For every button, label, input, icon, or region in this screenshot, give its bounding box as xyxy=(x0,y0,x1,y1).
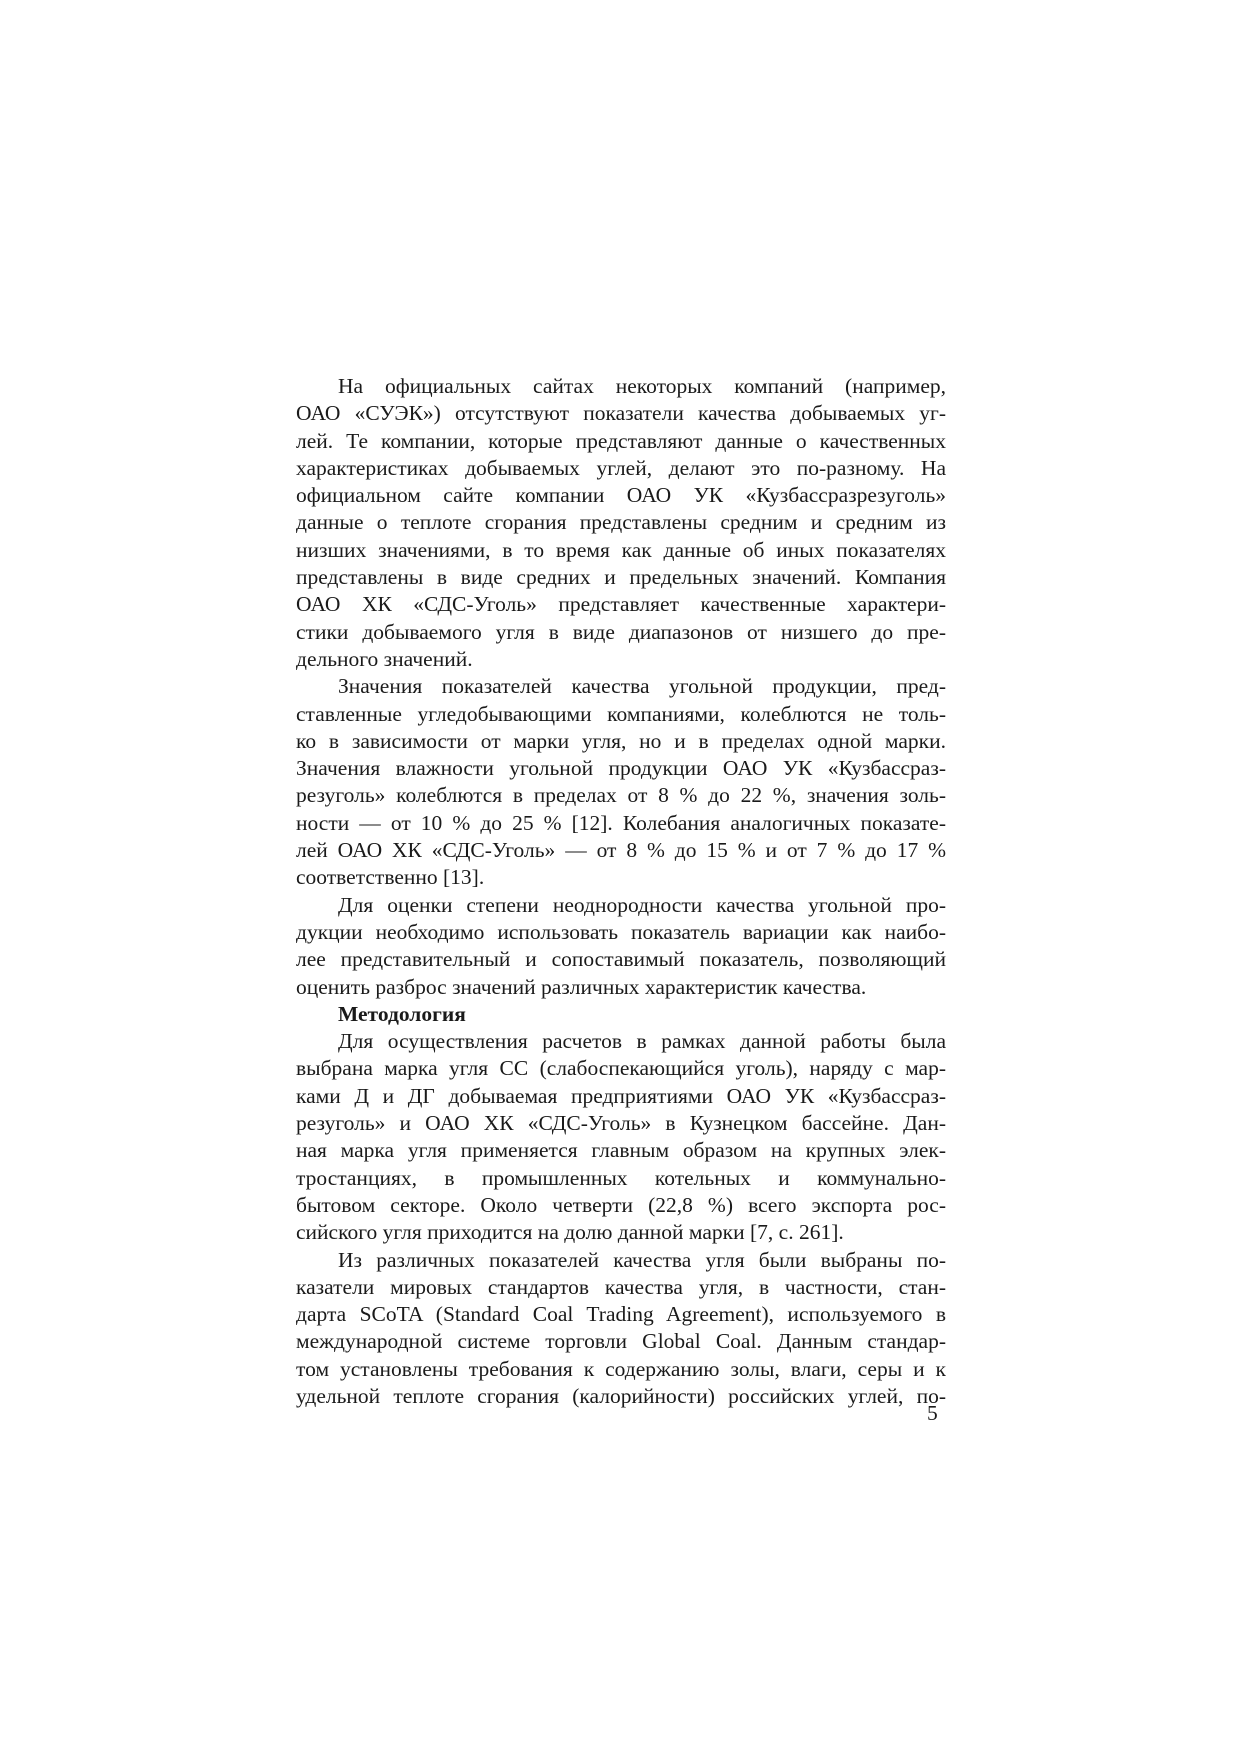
text-line: лей ОАО ХК «СДС-Уголь» — от 8 % до 15 % и от 7 % до 17 % xyxy=(296,838,946,863)
text-line: характеристиках добываемых углей, делают это по-разному. На xyxy=(296,455,946,480)
text-line: ОАО ХК «СДС-Уголь» представляет качественные характери- xyxy=(296,592,946,617)
text-line: казатели мировых стандартов качества угля, в частности, стан- xyxy=(296,1274,946,1299)
text-line: том установлены требования к содержанию золы, влаги, серы и к xyxy=(296,1356,946,1381)
text-line: бытовом секторе. Около четверти (22,8 %) всего экспорта рос- xyxy=(296,1192,946,1217)
text-line: дельного значений. xyxy=(296,646,473,671)
text-line: резуголь» и ОАО ХК «СДС-Уголь» в Кузнецком бассейне. Дан- xyxy=(296,1111,946,1136)
text-line: оценить разброс значений различных характеристик качества. xyxy=(296,974,867,999)
text-line: международной системе торговли Global Coal. Данным стандар- xyxy=(296,1329,946,1354)
text-line: Значения показателей качества угольной продукции, пред- xyxy=(338,674,946,699)
text-line: резуголь» колеблются в пределах от 8 % до 22 %, значения золь- xyxy=(296,783,946,808)
text-line: низших значениями, в то время как данные об иных показателях xyxy=(296,537,946,562)
text-line: Для осуществления расчетов в рамках данной работы была xyxy=(338,1029,946,1054)
text-line: дукции необходимо использовать показатель вариации как наибо- xyxy=(296,919,946,944)
paragraph-4 xyxy=(296,1028,946,1246)
text-line: сийского угля приходится на долю данной марки [7, с. 261]. xyxy=(296,1220,844,1245)
text-line: ная марка угля применяется главным образом на крупных элек- xyxy=(296,1138,946,1163)
text-line: Из различных показателей качества угля были выбраны по- xyxy=(338,1247,946,1272)
text-line: выбрана марка угля СС (слабоспекающийся уголь), наряду с мар- xyxy=(296,1056,946,1081)
paragraph-1 xyxy=(296,373,946,673)
page-body xyxy=(296,373,946,1410)
text-line: тростанциях, в промышленных котельных и коммунально- xyxy=(296,1165,946,1190)
text-line: лей. Те компании, которые представляют данные о качественных xyxy=(296,428,946,453)
text-line: официальном сайте компании ОАО УК «Кузбассразрезуголь» xyxy=(296,483,946,508)
text-line: ками Д и ДГ добываемая предприятиями ОАО УК «Кузбассраз- xyxy=(296,1083,946,1108)
text-line: На официальных сайтах некоторых компаний (например, xyxy=(338,374,946,398)
text-line: Для оценки степени неоднородности качества угольной про- xyxy=(338,892,946,917)
text-line: ОАО «СУЭК») отсутствуют показатели качества добываемых уг- xyxy=(296,401,946,426)
page-number: 5 xyxy=(927,1401,938,1425)
text-line: соответственно [13]. xyxy=(296,865,485,890)
text-line: данные о теплоте сгорания представлены средним и средним из xyxy=(296,510,946,535)
paragraph-2 xyxy=(296,673,946,891)
text-line: ности — от 10 % до 25 % [12]. Колебания аналогичных показате- xyxy=(296,810,946,835)
text-line: представлены в виде средних и предельных значений. Компания xyxy=(296,565,946,590)
text-line: ко в зависимости от марки угля, но и в пределах одной марки. xyxy=(296,728,946,753)
text-line: стики добываемого угля в виде диапазонов от низшего до пре- xyxy=(296,619,946,644)
paragraph-3 xyxy=(296,892,946,1001)
text-line: ставленные угледобывающими компаниями, колеблются не толь- xyxy=(296,701,946,726)
text-line: Значения влажности угольной продукции ОАО УК «Кузбассраз- xyxy=(296,756,946,781)
text-line: дарта SCoTA (Standard Coal Trading Agreement), используемого в xyxy=(296,1302,946,1327)
paragraph-5 xyxy=(296,1247,946,1411)
text-line: лее представительный и сопоставимый показатель, позволяющий xyxy=(296,947,946,972)
text-line: удельной теплоте сгорания (калорийности) российских углей, по- xyxy=(296,1383,946,1408)
section-heading: Методология xyxy=(338,1001,466,1026)
